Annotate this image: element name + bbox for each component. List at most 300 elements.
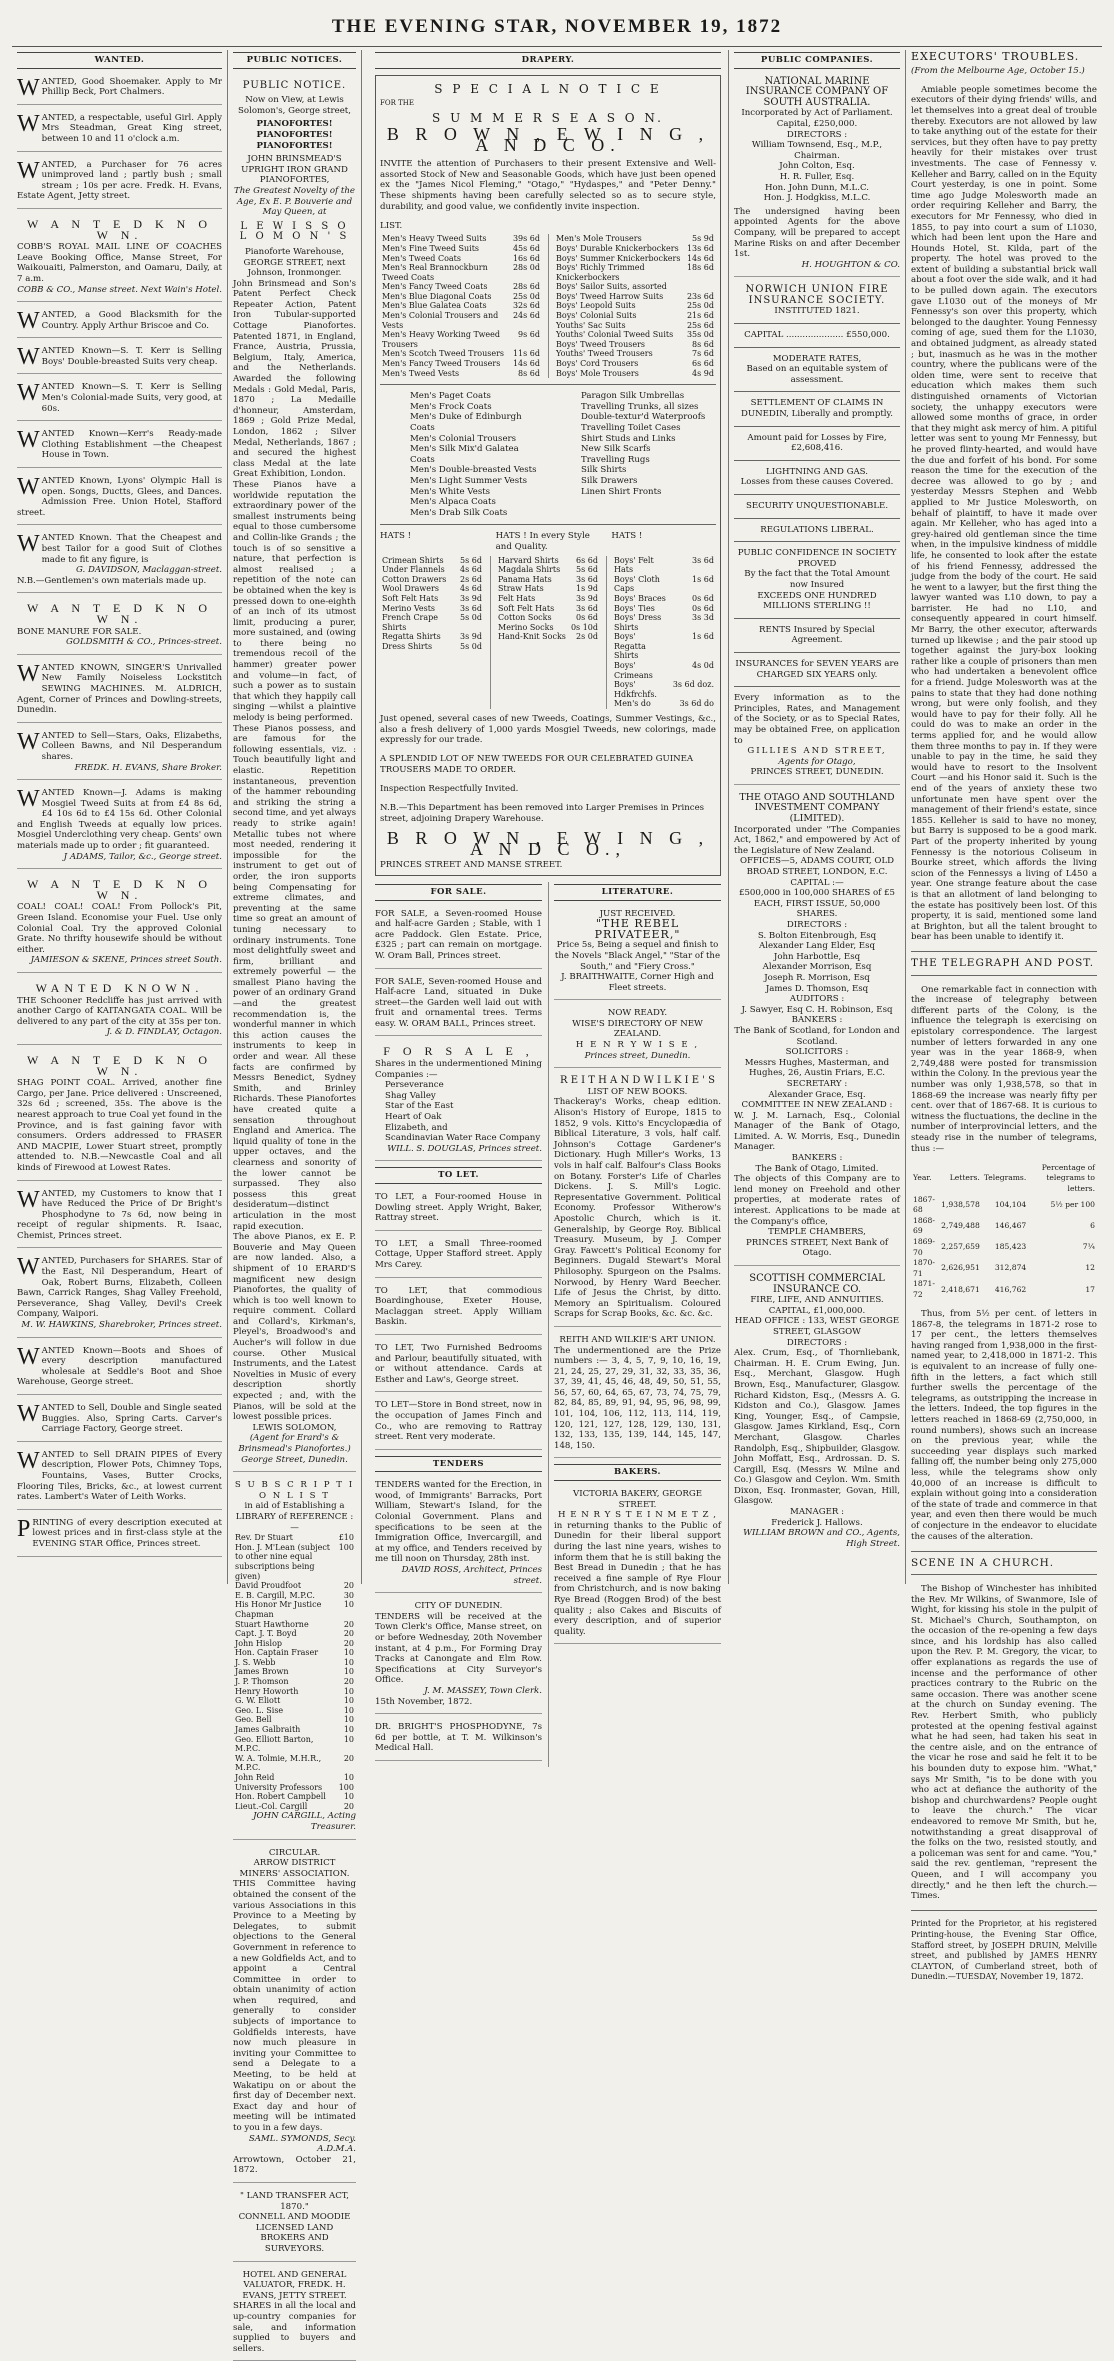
item-price: 5s 9d [692,234,714,244]
item-price: 39s 6d [512,234,540,244]
director-name: William Townsend, Esq., M.P., Chairman. [751,140,883,161]
nu-settlement: SETTLEMENT OF CLAIMS IN DUNEDIN, Liberally and promptly. [741,398,893,420]
subscriber-row [233,1639,356,1649]
item-price: 11s 6d [512,349,540,359]
director-name: Hon. John Dunn, M.L.C. [764,182,869,193]
inspection: Inspection Respectfully Invited. [380,784,519,795]
item-price: 25s 0d [686,301,714,311]
land-title: " LAND TRANSFER ACT, 1870." [240,2190,349,2212]
lewis-sub: Pianoforte Warehouse, GEORGE STREET, next Johnson, Ironmonger. [243,246,346,279]
rebel-title: "THE REBEL PRIVATEER," [594,917,681,941]
ad-body [17,1343,222,1388]
section-wanted: WANTED. [17,52,222,69]
list-item: Silk Shirts [581,465,627,476]
nm-directors-heading: DIRECTORS : [786,129,848,140]
ad-signature: J. & D. FINDLAY, Octagon. [106,1027,222,1038]
price-row [380,234,542,244]
tenders-signature: DAVID ROSS, Architect, Princes street. [401,1565,542,1586]
item-name: French Crape Shirts [382,613,439,632]
item-name: Rev. Dr Stuart [235,1533,293,1543]
item-name: Boys' Braces [614,593,666,603]
item-name: Boys' Mole Trousers [556,368,639,378]
list-item: Men's Paget Coats [410,391,491,402]
item-name: Youths' Colonial Tweed Suits [556,330,674,340]
price-row [380,263,542,282]
ad-title: W A N T E D K N O W N. [26,601,212,626]
item-name: Men's Real Brannockburn Tweed Coats [382,263,488,282]
item-name: University Professors [235,1782,323,1792]
ad-body [17,74,222,101]
drop-cap: W [17,531,40,558]
item-price: 10 [343,1725,354,1735]
wanted-ad [17,1051,222,1181]
wanted-ad [17,979,222,1045]
item-name: Crimean Shirts [382,555,444,565]
drop-cap: W [17,728,40,755]
mining-signature: WILL. S. DOUGLAS, Princes street. [387,1143,542,1154]
subscriber-row [233,1543,356,1581]
item-name: Lieut.-Col. Cargill [235,1801,308,1811]
item-name: Boys' Leopold Suits [556,301,636,311]
list-item: Men's Drab Silk Coats [410,507,508,518]
os-inc: Incorporated under "The Companies Act, 1862," and empowered by Act of the Legislature of New Zealand. [734,824,900,856]
ad-text: SHAG POINT COAL. Arrived, another fine Cargo, per Jane. Price delivered : Unscreened, 32s 6d ; screened, 35s. The above is the nearest approach to true Coal yet found in the Province, and is fast gaining favor with consumers. Orders addressed to FRASER AND MACPIE, Lower Stuart street, promptly attended to. N.B.—Newcastle Coal and all kinds of Firewood at Lowest Rates. [17,1078,222,1173]
item-price: 4s 9d [692,368,714,378]
os-temple: TEMPLE CHAMBERS, [768,1227,866,1238]
item-price: £10 [338,1533,354,1543]
item-price: 4s 0d [692,661,714,671]
item-price: 10 [343,1657,354,1667]
item-price: 6s 6d [576,555,598,565]
table-cell: 1868-69 [913,1215,935,1236]
table-cell: 104,104 [994,1199,1027,1209]
to-let-ads [375,1190,542,1450]
item-name: Straw Hats [498,584,544,594]
column-header: Telegrams. [983,1173,1027,1183]
item-name: Wool Drawers [382,584,439,594]
item-price: 14s 6d [512,359,540,369]
item-name: Boys' Ties [614,603,655,613]
item-price: 24s 6d [512,311,540,321]
price-row [496,556,600,566]
subscriber-row [233,1667,356,1677]
item-name: Hon. Robert Campbell [235,1792,326,1802]
drop-cap: W [17,1447,40,1474]
ad-body [17,476,222,518]
arrow-title: ARROW DISTRICT MINERS' ASSOCIATION. [239,1858,350,1879]
ad-title: W A N T E D K N O W N. [26,877,212,902]
price-row [554,254,716,264]
wanted-ad [17,111,222,152]
price-row [612,604,716,614]
ad-text: ANTED Known—S. T. Kerr is Selling Boys' Double-breasted Suits very cheap. [41,346,222,367]
ad-body [17,996,222,1028]
item-price: 20 [343,1638,354,1648]
item-price: 20 [343,1619,354,1629]
mining-title: F O R S A L E , [383,1044,534,1059]
nu-confidence-sub: By the fact that the Total Amount now Insured [744,569,890,590]
hats-heading-3: HATS ! [611,531,643,542]
piano-body-3: These Pianos possess, and are famous for the following essentials, viz. : Touch beautifully light and elastic. Repetition instantaneous, prevention of the hammer rebounding and striking the string a second time, and yet always ready to strike again! Metallic tubes not where most needed, rendering it impossible for the instrument to get out of order, the iron supports being Compensating for extreme climates, and preventing at the same time so great an amount of tuning necessary to ordinary instruments. Tone most delightfully sweet and firm, brilliant and extremely powerful — the smallest Piano having the power of an ordinary Grand—and the greatest recommendation is, the wonderful manner in which this action causes the instruments to keep in order and wear. All these facts are confirmed by Messrs Benedict, Sydney Smith, and Brinley Richards. These Pianofortes have created quite a sensation throughout England and America. The liquid quality of tone in the upper octaves, and the clearness and sonority of the lower cannot be surpassed. They also possess this great desideratum—distinct articulation in the most rapid execution. [233,723,356,1232]
imprint: Printed for the Proprietor, at his registered Printing-house, the Evening Star Office, Stafford street, by JOSEPH DRUIN, Melville street, and published by JAMES HENRY CLAYTON, of Cumberland street, both of Dunedin.—TUESDAY, November 19, 1872. [911,1919,1097,1982]
subscriber-row [233,1581,356,1591]
sc-capital: CAPITAL, £1,000,000. [768,1305,866,1316]
price-row [554,234,716,244]
item-price: 2s 6d [460,574,482,584]
item-name: Men's Heavy Tweed Suits [382,234,487,244]
column-wanted [12,50,228,1584]
wanted-ad [17,786,222,869]
price-row [380,292,542,302]
price-row [612,699,716,709]
grid-a [380,556,484,652]
art-union-ad [554,1333,721,1459]
piano-body-1: John Brinsmead and Son's Patent Perfect Check Repeater Action, Patent Iron Tubular-supported Cottage Pianofortes. Patented 1871, in England, France, Austria, Prussia, Belgium, Italy, America, and the Netherlands. Awarded the following Medals : Gold Medal, Paris, 1870 ; La Medaille d'honneur, Amsterdam, 1869 ; Gold Prize Medal, London, 1862 ; Silver Medal, Netherlands, 1867 ; and secured the highest class Medal at the late Great Exhibition, London. [233,278,356,480]
item-name: Magdala Shirts [498,565,561,575]
city-signature: J. M. MASSEY, Town Clerk. [424,1685,542,1696]
subscriber-row [233,1696,356,1706]
wanted-ad [17,1516,222,1557]
brinsmead-heading: JOHN BRINSMEAD'S UPRIGHT IRON GRAND PIANOFORTES, [241,154,348,186]
item-name: Boys' Crimeans [614,661,653,680]
nu-confidence: PUBLIC CONFIDENCE IN SOCIETY PROVED [737,548,897,569]
valuator-notice [233,2268,356,2361]
ad-signature: J ADAMS, Tailor, &c., George street. [63,851,222,862]
firm-title: B R O W N , E W I N G , A N D C O. [386,124,710,155]
subscriber-row [233,1792,356,1802]
ad-text: TO LET—Store in Bond street, now in the occupation of James Finch and Co., who are removing to Rattray street. Rent very moderate. [375,1400,542,1443]
item-price: 4s 6d [460,565,482,575]
to-let-ad [375,1190,542,1231]
nu-rates: MODERATE RATES, [772,353,862,364]
price-row [496,632,600,642]
item-name: Boys' Hdkfrchfs. [614,680,657,699]
section-literature: LITERATURE. [554,884,721,901]
ad-extra: N.B.—Gentlemen's own materials made up. [17,575,207,586]
list-item: Men's Light Summer Vests [410,475,528,486]
sc-head-office: HEAD OFFICE : 133, WEST GEORGE STREET, GLASGOW [734,1316,900,1337]
victoria-bakery: VICTORIA BAKERY, GEORGE STREET. [573,1489,702,1510]
price-row [496,584,600,594]
list-item: Paragon Silk Umbrellas [581,391,685,402]
subscriber-row [233,1802,356,1812]
hats-heading-1: HATS ! [380,531,412,542]
wanted-ad [17,1448,222,1510]
ad-title: W A N T E D K N O W N. [26,216,212,242]
os-auditors: J. Sawyer, Esq C. H. Robinson, Esq [741,1004,893,1015]
price-row [554,282,716,292]
nu-instituted: INSTITUTED 1821. [774,306,860,317]
ad-text: FOR SALE, a Seven-roomed House and half-acre Garden ; Stable, with 1 acre Paddock. Glen Estate. Price, £325 ; part can remain on mortgage. W. Oram Ball, Princes street. [375,908,542,961]
subscriber-row [233,1658,356,1668]
new-books-ad [554,1074,721,1327]
os-bankers2-heading: BANKERS : [791,1153,843,1164]
section-tenders: TENDERS [375,1456,542,1473]
subscription-signature: JOHN CARGILL, Acting Treasurer. [253,1811,356,1832]
os-princes: PRINCES STREET, Next Bank of Otago. [745,1237,889,1259]
subscriber-row [233,1773,356,1783]
price-row [496,565,600,575]
nm-text: The undersigned having been appointed Agents for the above Company, will be prepared to accept Marine Risks on and after December 1st. [734,206,900,260]
wise-directory-ad [554,1006,721,1068]
ad-body [17,1256,222,1320]
price-row [612,556,716,575]
ad-text: ANTED, Purchasers for SHARES. Star of the East, Nil Desperandum, Heart of Oak, Robert Burns, Elizabeth, Colleen Bawn, Carrick Ranges, Shag Valley Freehold, Perseverance, Shag Valley, Devil's Creek Company, Waipori. [17,1256,222,1320]
item-name: Boys' Colonial Suits [556,311,637,321]
list-item: Silk Drawers [581,475,638,486]
ad-text: ANTED, my Customers to know that I have Reduced the Price of Dr Bright's Phosphodyne to 7s 6d, now being in receipt of regular shipments. R. Isaac, Chemist, Princes street. [17,1188,222,1241]
books-list: Thackeray's Works, cheap edition. Alison's History of Europe, 1815 to 1852, 9 vols. Kitto's Encyclopædia of Biblical Literature, 3 vols, half calf. Johnson's Cottage Gardener's Dictionary. Hugh Miller's Works, 13 vols in half calf. Balfour's Class Books on Botany. Forster's Life of Charles Dickens. J. S. Mill's Logic. Representative Government. Political Economy. Professor Witherow's Apostolic Church, which is it. Generalship, by George Roy. Biblical Treasury. Museum, by J. Comper Gray. Fawcett's Political Economy for Beginners. Dugald Stewart's Moral Philosophy. Spurgeon on the Psalms. Norwood, by Henry Ward Beecher. Life of Jesus the Christ, by ditto. Memory an Spiritualism. Coloured Scraps for Scrap Books, &c. &c. &c. [554,1097,721,1320]
column-public-companies [728,50,906,1584]
ad-body [17,533,222,565]
ad-body [17,1186,222,1242]
firm-address: PRINCES STREET AND MANSE STREET. [380,860,563,871]
grid-c [612,556,716,710]
special-notice: S P E C I A L N O T I C E [434,81,662,96]
price-row [612,661,716,680]
section-public-companies: PUBLIC COMPANIES. [734,52,900,69]
ad-text: ANTED to Sell—Stars, Oaks, Elizabeths, Colleen Bawns, and Nil Desperandum shares. [41,730,222,762]
item-name: Men's Mole Trousers [556,234,642,244]
item-price: 20 [343,1801,354,1811]
nu-lightning-sub: Losses from these causes Covered. [740,477,894,488]
table-cell: 312,874 [994,1263,1027,1273]
item-price: 3s 6d [460,603,482,613]
for-sale-ads [375,907,542,1037]
arrow-text: THIS Committee having obtained the consent of the various Associations in this Province to a Meeting by Delegates, to submit objections to the General Government in reference to a new Goldfields Act, and to appoint a Central Committee in order to obtain unanimity of action when required, and generally to consider subjects of importance to Goldfields interests, have now much pleasure in inviting your Committee to send a Delegate to a Meeting, to be held at Wakatipu on or about the first day of December next. Exact day and hour of meeting will be intimated to you in a few days. [233,1879,356,2133]
subscriber-row [233,1600,356,1619]
valuator-title: HOTEL AND GENERAL VALUATOR, FREDK. H. EVANS, JETTY STREET. [242,2269,347,2301]
os-title: THE OTAGO AND SOUTHLAND INVESTMENT COMPANY (LIMITED). [739,791,895,825]
subscriber-row [233,1677,356,1687]
price-row [612,632,716,661]
drop-cap: W [17,344,40,371]
ad-body [17,429,222,461]
table-cell: 6 [1090,1221,1095,1231]
ad-title: WANTED KNOWN. [35,981,204,995]
price-row [380,604,484,614]
director-name: H. R. Fuller, Esq. [779,171,855,182]
item-price: 1s 9d [576,584,598,594]
ad-text: TO LET, a Four-roomed House in Dowling street. Apply Wright, Baker, Rattray street. [375,1192,542,1224]
price-row [554,359,716,369]
drop-cap: W [17,110,40,137]
nm-title: NATIONAL MARINE INSURANCE COMPANY OF SOUTH AUSTRALIA. [745,75,889,108]
item-price: 35s 0d [686,330,714,340]
ad-body [17,242,222,284]
wanted-ad [17,531,222,593]
section-to-let: TO LET. [375,1167,542,1184]
piano-notice [233,75,356,1473]
art-union-title: REITH AND WILKIE'S ART UNION. [559,1334,716,1345]
art-union-text: The undermentioned are the Prize numbers :— 3, 4, 5, 7, 9, 10, 16, 19, 21, 24, 25, 27, 29, 31, 32, 33, 35, 36, 37, 39, 41, 45, 46, 48, 49, 50, 51, 55, 56, 57, 60, 64, 65, 67, 73, 74, 75, 79, 82, 84, 85, 89, 91, 94, 95, 96, 98, 99, 101, 104, 106, 112, 113, 114, 119, 120, 121, 127, 128, 129, 130, 131, 132, 133, 135, 139, 144, 145, 147, 148, 150. [554,1345,721,1451]
ad-text: ANTED to Sell DRAIN PIPES of Every description, Flower Pots, Chimney Tops, Fountains, Vases, Butter Crocks, Flooring Tiles, Bricks, &c., at lowest current rates. Lambert's Water of Leith Works. [17,1449,222,1503]
ad-signature: JAMIESON & SKENE, Princes street South. [30,955,222,966]
os-bankers: The Bank of Scotland, for London and Scotland. [734,1025,900,1047]
lower-drapery-area [375,882,721,1767]
nm-capital: Capital, £250,000. [776,118,858,129]
ad-text: ANTED, a Purchaser for 76 acres unimproved land ; partly bush ; small stream ; 10s per acre. Fredk. H. Evans, Estate Agent, Jetty street. [17,159,222,202]
ad-text: ANTED Known—Boots and Shoes of every description manufactured wholesale at Seddle's Boot and Shoe Warehouse, George street. [17,1345,222,1388]
item-price: 20 [343,1753,354,1763]
item-name: John Reid [235,1773,275,1782]
table-cell: 416,762 [994,1284,1027,1294]
wanted-ad [17,599,222,654]
item-price: 25s 6d [686,320,714,330]
nu-info: Every information as to the Principles, Rates, and Management of the Society, or as to Special Rates, may be obtained Free, on application to [734,693,900,746]
subscription-title: S U B S C R I P T I O N L I S T [234,1480,355,1501]
nm-directors [734,140,900,204]
drop-cap: W [17,157,40,184]
item-name: Hand-Knit Socks [498,632,566,642]
ad-text: COBB'S ROYAL MAIL LINE OF COACHES Leave Booking Office, Manse Street, For Waikouaiti, Palmerston, and Oamaru, Daily, at 7 a.m. [17,242,222,284]
drop-cap: W [17,1401,40,1427]
drapery-intro: INVITE the attention of Purchasers to their present Extensive and Well-assorted Stock of New and Seasonable Goods, which have just been opened ex the "James Nicol Fleming," "Otago," "Hydaspes," and "Peter Denny." These shipments having been carefully selected so as to secure style, durability, and good value, we confidently invite inspection. [380,159,716,212]
item-price: 10 [343,1773,354,1782]
os-committee-heading: COMMITTEE IN NEW ZEALAND : [741,1100,893,1111]
nu-title: NORWICH UNION FIRE INSURANCE SOCIETY. [745,284,889,306]
ad-text: ANTED, a respectable, useful Girl. Apply Mrs Steadman, Great King street, between 10 and 11 o'clock a.m. [41,112,222,144]
drop-cap: P [17,1515,31,1542]
item-name: Merino Socks [498,622,554,632]
sc-title: SCOTTISH COMMERCIAL INSURANCE CO. [749,1273,885,1295]
table-cell: 5½ per 100 [1050,1199,1095,1209]
item-price: 21s 6d [686,311,714,321]
nu-lightning: LIGHTNING AND GAS. [766,466,868,477]
item-name: Hon. J. M'Lean (subject to other nine equal subscriptions being given) [235,1542,331,1581]
ad-text: ANTED, a Good Blacksmith for the Country. Apply Arthur Briscoe and Co. [41,310,222,331]
item-price: 0s 6d [692,593,714,603]
subscriber-row [233,1648,356,1658]
item-price: 10 [343,1667,354,1677]
for-sale-ad [375,975,542,1037]
nu-agents: Agents for Otago, [778,756,856,767]
column-articles [906,50,1102,1982]
braithwaite: J. BRAITHWAITE, Corner High and Fleet streets. [561,972,714,993]
to-let-ad [375,1284,542,1335]
list-item: Men's Alpaca Coats [410,497,496,508]
item-name: Panama Hats [498,574,552,584]
item-name: James Galbraith [235,1725,301,1735]
item-price: 10 [343,1792,354,1802]
ad-signature: GOLDSMITH & CO., Princes-street. [66,637,222,648]
table-cell: 2,749,488 [941,1221,980,1231]
plain-items-right [551,391,716,518]
drop-cap: W [17,427,40,454]
item-name: J. S. Webb [235,1657,276,1667]
os-capital: £500,000 in 100,000 SHARES of £5 EACH, FIRST ISSUE, 50,000 SHARES. [739,888,895,920]
drapery-advert [375,75,721,876]
drop-cap: W [17,474,40,501]
connell-moodie: CONNELL AND MOODIE LICENSED LAND BROKERS AND SURVEYORS. [238,2212,351,2254]
scottish-commercial-ad [734,1272,900,1555]
price-row [554,330,716,340]
item-name: Regatta Shirts [382,632,441,642]
ad-text: RINTING of every description executed at lowest prices and in first-class style at the EVENING STAR Office, Princes street. [32,1517,222,1549]
ad-body [17,627,222,638]
ad-body [17,344,222,371]
list-item: Heart of Oak [385,1112,442,1123]
price-row [380,254,542,264]
item-price: 0s 10d [570,622,598,632]
list-item: Star of the East [385,1101,454,1112]
list-item: Travelling Toilet Cases [581,423,681,433]
table-row [911,1216,1097,1237]
arrow-date: Arrowtown, October 21, 1872. [233,2154,356,2176]
plain-items-left [380,391,545,518]
lewis-signature-2: (Agent for Erard's & Brinsmead's Pianofortes.) George Street, Dunedin. [238,1433,351,1465]
church-title: SCENE IN A CHURCH. [911,1556,1055,1569]
os-auditors-heading: AUDITORS : [789,994,845,1005]
item-name: Geo. Elliott Barton, M.P.C. [235,1734,314,1754]
piano-body-2: These Pianos have a worldwide reputation the extraordinary power of the smallest instruments being equal to those cumbersome and Collin-like Grands ; the touch is of so sensitive a nature, that perfection is almost realised ; a repetition of the note can be obtained when the key is pressed down to one-eighth of an inch of its utmost limit, producing a purer, more sustained, and (owing to there being no tremendous recoil of the hammer) greater power and volume—in fact, of such a power as to sustain that which they happily call singing —whilst a plaintive melody is being performed. [233,479,356,724]
henry-address: Princes street, Dunedin. [584,1050,691,1061]
item-name: Men's Blue Galatea Coats [382,301,487,311]
lower-left [375,882,542,1767]
ad-text: ANTED Known—J. Adams is making Mosgiel Tweed Suits at from £4 8s 6d, £4 10s 6d to £4 15s 6d. Other Colonial and English Tweeds at equally low prices. Mosgiel Underclothing very cheap. Gents' own materials made up to order ; fit guaranteed. [17,788,222,852]
price-row [612,575,716,594]
item-name: Men's Blue Diagonal Coats [382,291,492,301]
subscriber-row [233,1735,356,1754]
drop-cap: W [17,1343,40,1370]
subscription-text: in aid of Establishing a LIBRARY of REFERENCE :— [235,1501,354,1533]
price-row [554,311,716,321]
item-name: Men's Fancy Tweed Coats [382,282,488,292]
item-price: 3s 9d [460,593,482,603]
ad-text: THE Schooner Redcliffe has just arrived with another Cargo of KAITANGATA COAL. Will be delivered to any part of the city at 35s per ton. [17,995,222,1027]
table-row [911,1258,1097,1279]
table-cell: 1,938,578 [941,1199,980,1209]
subscriber-row [233,1591,356,1601]
item-price: 100 [338,1782,354,1792]
subscriber-row [233,1620,356,1630]
arrow-miners-notice [233,1846,356,2183]
subscriber-row [233,1715,356,1725]
table-cell: 2,418,671 [941,1284,980,1294]
ad-text: COAL! COAL! COAL! From Pollock's Pit, Green Island. Economise your Fuel. Use only Colonial Coal. Try the approved Colonial Grate. No thrifty housewife should be without either. [17,902,222,955]
ad-body [17,902,222,955]
ad-body [17,788,222,852]
item-name: Stuart Hawthorne [235,1619,309,1629]
list-item: Linen Shirt Fronts [581,486,662,497]
item-price: 3s 3d [692,613,714,623]
item-price: 30 [343,1590,354,1600]
nu-capital: CAPITAL ..................... £550,000. [744,330,890,341]
list-item: Travelling Trunks, all sizes [581,401,699,412]
item-price: 1s 6d [692,574,714,584]
item-name: Geo. Bell [235,1715,272,1725]
os-bankers2: The Bank of Otago, Limited. [755,1163,879,1174]
telegraph-table [911,1163,1097,1301]
item-name: James Brown [235,1667,289,1677]
hats-heading-2: HATS ! In every Style and Quality. [495,531,590,552]
item-price [685,282,716,292]
price-row [496,604,600,614]
price-row [554,349,716,359]
table-cell: 185,423 [994,1242,1027,1252]
grid-b [496,556,600,642]
city-date: 15th November, 1872. [375,1696,473,1707]
table-cell: 2,257,659 [941,1242,980,1252]
os-secretary: Alexander Grace, Esq. [768,1089,866,1100]
telegraph-body: One remarkable fact in connection with the increase of telegraphy between different parts of the Colony, is the influence the telegraph is exercising on epistolary correspondence. The largest number of letters forwarded in any one year was in the year 1868-9, when 2,749,488 were posted for transmission within the Colony. In the previous year the number was only 1,938,578, so that in 1868-69 the increase was nearly fifty per cent. over that of 1867-68. It is curious to witness the fluctuations, the decline in the number of interprovincial letters, and the steady rise in the number of telegrams, thus :— [911,984,1097,1154]
os-directors [734,931,900,995]
mining-list [385,1080,542,1144]
subscriber-row [233,1725,356,1735]
subscriber-row [233,1687,356,1697]
item-price: 8s 6d [518,368,540,378]
item-name: John Hislop [235,1638,283,1648]
